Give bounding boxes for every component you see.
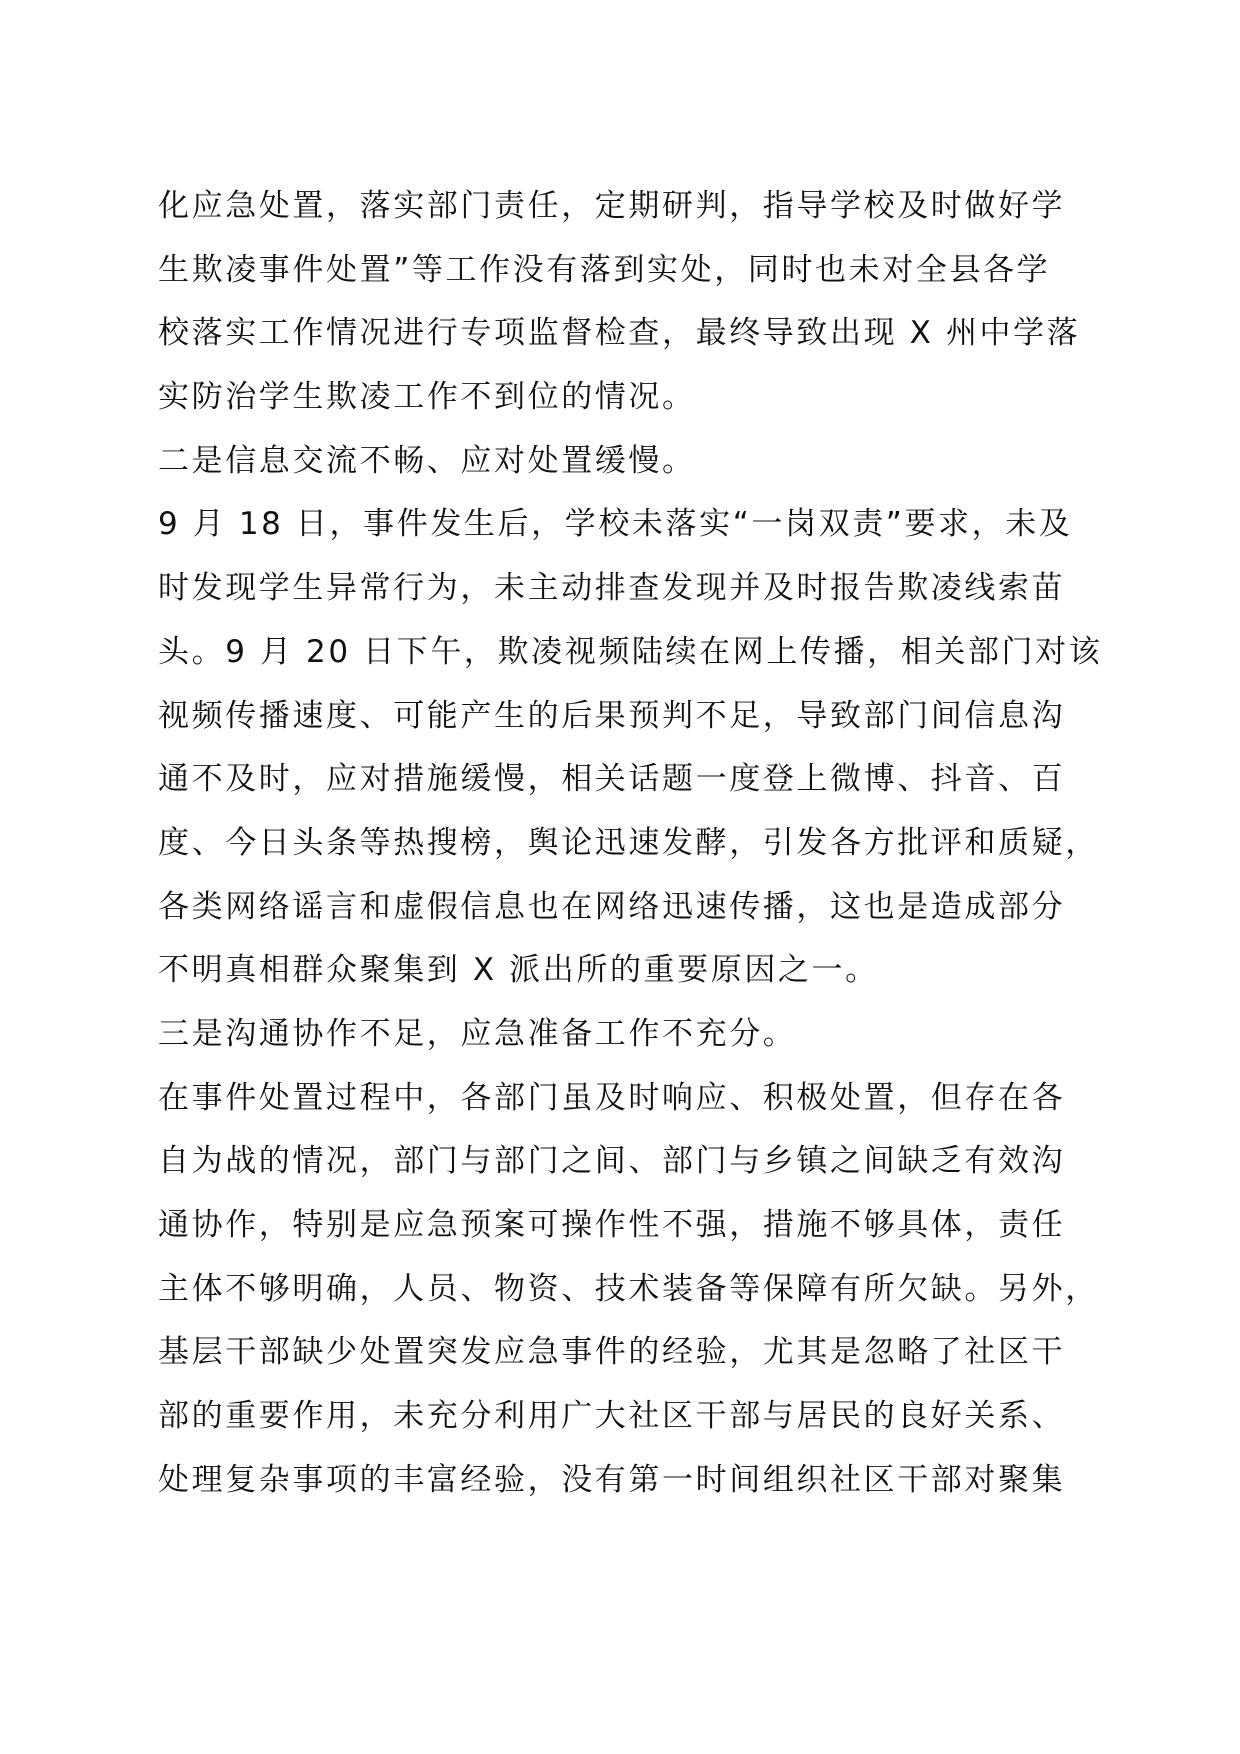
text-line: 自为战的情况，部门与部门之间、部门与乡镇之间缺乏有效沟 (158, 1143, 1066, 1180)
text-line: 通协作，特别是应急预案可操作性不强，措施不够具体，责任 (158, 1207, 1066, 1243)
text-line: 主体不够明确，人员、物资、技术装备等保障有所欠缺。另外， (158, 1270, 1099, 1307)
text-line: 实防治学生欺凌工作不到位的情况。 (158, 379, 696, 416)
text-line: 处理复杂事项的丰富经验，没有第一时间组织社区干部对聚集 (158, 1461, 1066, 1498)
text-line: 时发现学生异常行为，未主动排查发现并及时报告欺凌线索苗 (158, 570, 1066, 607)
text-line: 生欺凌事件处置”等工作没有落到实处，同时也未对全县各学 (158, 251, 1051, 288)
text-line: 度、今日头条等热搜榜，舆论迅速发酵，引发各方批评和质疑， (158, 824, 1099, 861)
section-heading: 二是信息交流不畅、应对处置缓慢。 (158, 442, 696, 479)
text-line: 化应急处置，落实部门责任，定期研判，指导学校及时做好学 (158, 188, 1066, 224)
text-line: 在事件处置过程中，各部门虽及时响应、积极处置，但存在各 (158, 1079, 1066, 1116)
section-heading: 三是沟通协作不足，应急准备工作不充分。 (158, 1015, 797, 1052)
text-line: 不明真相群众聚集到 X 派出所的重要原因之一。 (158, 952, 879, 989)
text-line: 各类网络谣言和虚假信息也在网络迅速传播，这也是造成部分 (158, 888, 1066, 925)
text-line: 基层干部缺少处置突发应急事件的经验，尤其是忽略了社区干 (158, 1334, 1066, 1371)
body-text (158, 185, 1103, 1522)
text-line: 校落实工作情况进行专项监督检查，最终导致出现 X 州中学落 (158, 315, 1081, 352)
text-line: 9 月 18 日，事件发生后，学校未落实“一岗双责”要求，未及 (158, 506, 1073, 543)
text-line: 头。9 月 20 日下午，欺凌视频陆续在网上传播，相关部门对该 (158, 633, 1103, 670)
text-line: 通不及时，应对措施缓慢，相关话题一度登上微博、抖音、百 (158, 761, 1066, 798)
text-line: 视频传播速度、可能产生的后果预判不足，导致部门间信息沟 (158, 697, 1066, 734)
text-line: 部的重要作用，未充分利用广大社区干部与居民的良好关系、 (158, 1398, 1066, 1435)
